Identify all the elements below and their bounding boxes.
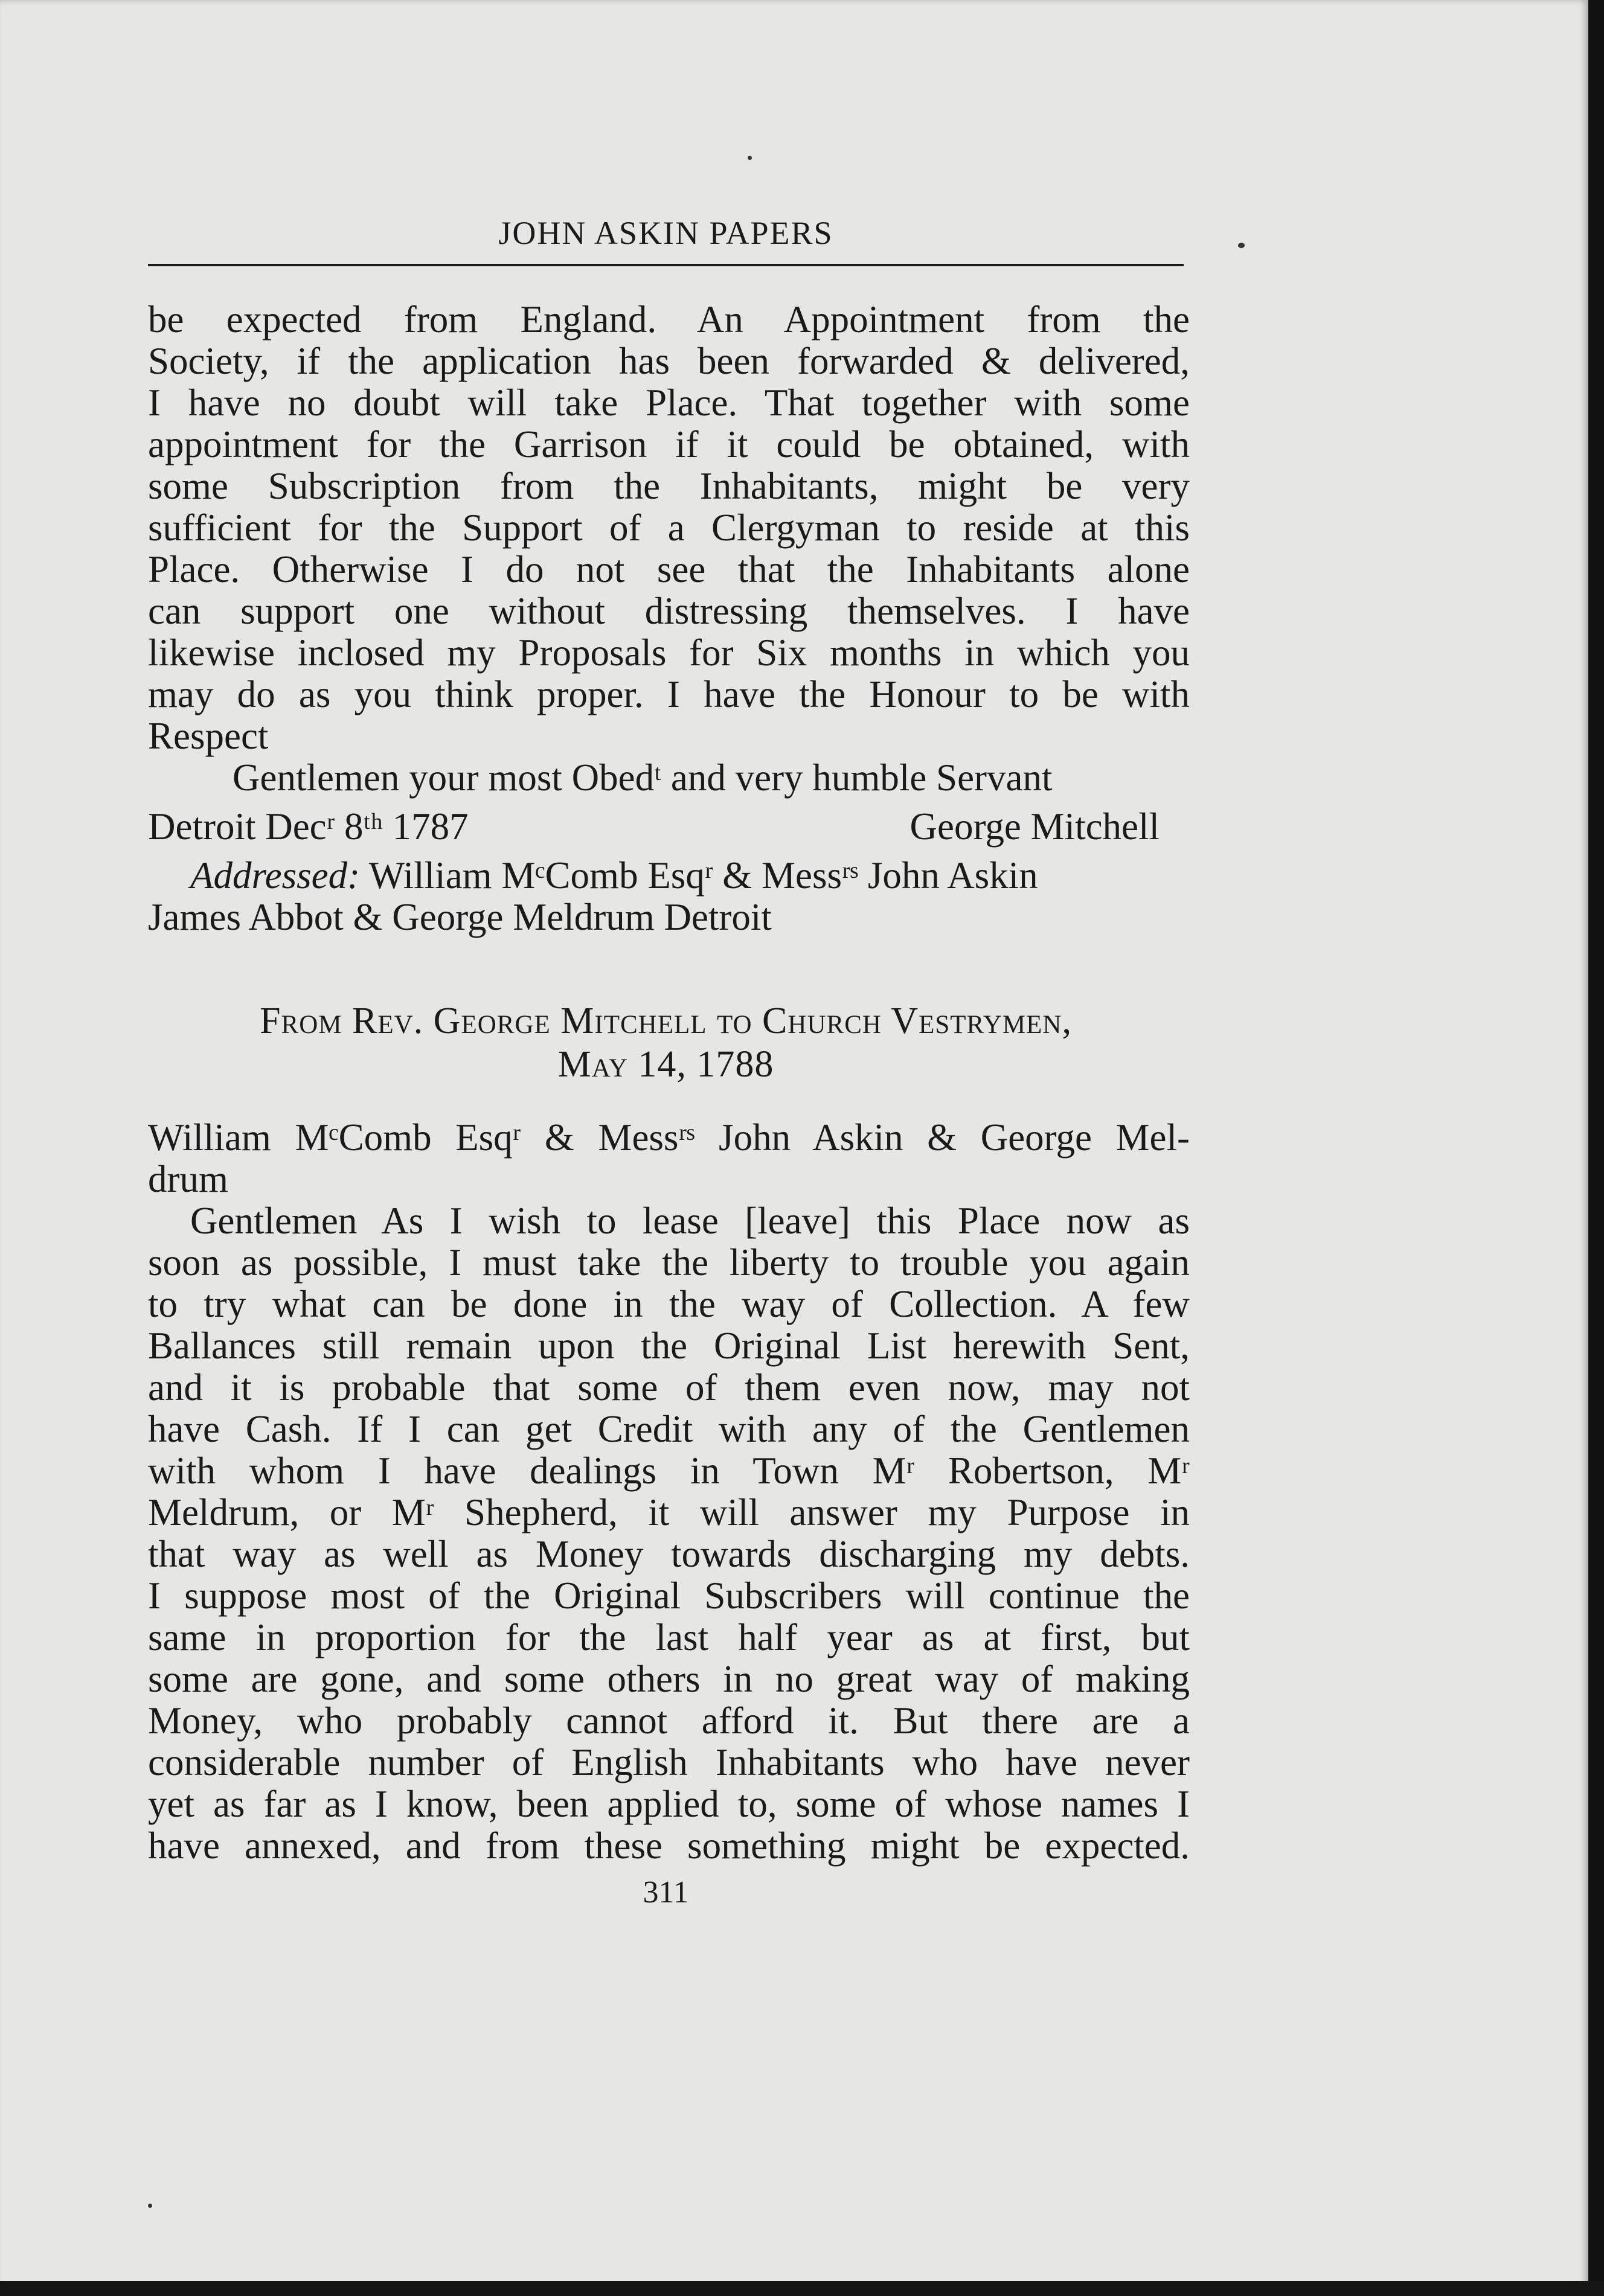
paper-speck [748,156,752,160]
salutation-line: William MᶜComb Esqʳ & Messʳˢ John Askin & George Mel- [148,1116,1190,1159]
place-date: Detroit Decʳ 8ᵗʰ 1787 [148,805,469,848]
text-line: Society, if the application has been forwarded & delivered, [148,340,1190,382]
salutation-line: drum [148,1158,228,1200]
text-line: have Cash. If I can get Credit with any of the Gentlemen [148,1408,1190,1450]
text-line: I have no doubt will take Place. That together with some [148,382,1190,424]
addressed-text-continued: James Abbot & George Meldrum Detroit [148,896,772,938]
letter-heading [148,999,1184,1086]
page-number: 311 [643,1875,689,1910]
text-line: Money, who probably cannot afford it. But there are a [148,1700,1190,1742]
heading-line-2: May 14, 1788 [557,1044,774,1085]
paper-speck [1238,243,1245,248]
heading-line-1: From Rev. George Mitchell to Church Vestrymen, [260,1000,1072,1041]
text-line: Meldrum, or Mʳ Shepherd, it will answer my Purpose in [148,1491,1190,1533]
text-line: and it is probable that some of them even now, may not [148,1366,1190,1409]
text-line: with whom I have dealings in Town Mʳ Robertson, Mʳ [148,1450,1190,1492]
text-line: Respect [148,715,269,757]
letter-1-body [148,299,1190,938]
text-line: some are gone, and some others in no great way of making [148,1658,1190,1700]
signature-row [148,806,1160,848]
paper-speck [148,2204,152,2208]
closing-line: Gentlemen your most Obedᵗ and very humble Servant [233,756,1053,799]
addressed-text: William MᶜComb Esqʳ & Messʳˢ John Askin [368,854,1038,897]
text-line: some Subscription from the Inhabitants, might be very [148,465,1190,507]
text-line: have annexed, and from these something might be expected. [148,1824,1190,1867]
text-line: Gentlemen As I wish to lease [leave] this Place now as [190,1200,1190,1242]
text-line: Place. Otherwise I do not see that the Inhabitants alone [148,548,1190,590]
text-line: be expected from England. An Appointment from the [148,298,1190,341]
text-line: may do as you think proper. I have the Honour to be with [148,673,1190,715]
text-line: can support one without distressing themselves. I have [148,590,1190,632]
running-head: JOHN ASKIN PAPERS [498,215,833,251]
letter-2-body [148,1117,1190,1867]
addressed-line [148,855,1190,897]
scan-edge-bottom [0,2281,1604,2296]
text-line: soon as possible, I must take the liberty to trouble you again [148,1241,1190,1284]
text-line: sufficient for the Support of a Clergyman to reside at this [148,507,1190,549]
text-line: likewise inclosed my Proposals for Six months in which you [148,632,1190,674]
scan-edge-right [1588,0,1604,2296]
text-line: that way as well as Money towards discharging my debts. [148,1533,1190,1575]
text-line: I suppose most of the Original Subscribers will continue the [148,1575,1190,1617]
signature: George Mitchell [909,805,1160,848]
text-line: yet as far as I know, been applied to, some of whose names I [148,1783,1190,1825]
header-rule [148,264,1184,266]
text-line: to try what can be done in the way of Collection. A few [148,1283,1190,1325]
text-line: considerable number of English Inhabitants who have never [148,1741,1190,1783]
text-line: same in proportion for the last half year as at first, but [148,1616,1190,1658]
addressed-label: Addressed: [190,854,361,897]
text-line: Ballances still remain upon the Original List herewith Sent, [148,1325,1190,1367]
text-line: appointment for the Garrison if it could be obtained, with [148,423,1190,465]
